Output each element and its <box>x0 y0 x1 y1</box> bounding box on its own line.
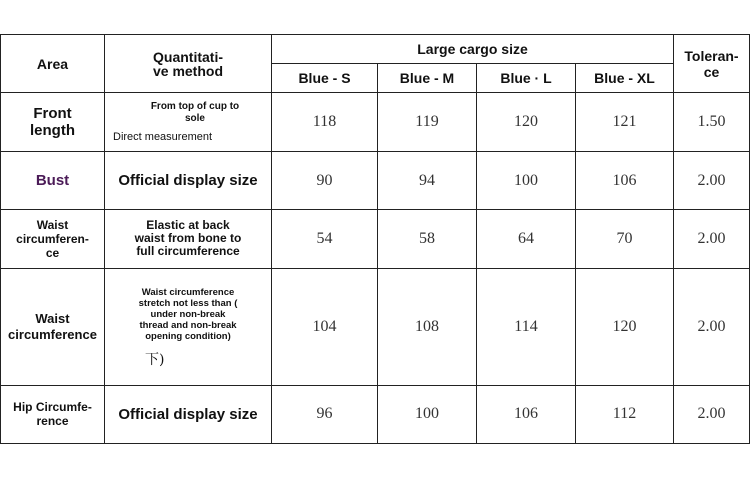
header-method: Quantitati- ve method <box>105 35 272 93</box>
value-cell: 118 <box>272 93 378 152</box>
header-area: Area <box>1 35 105 93</box>
value-cell: 108 <box>378 268 477 385</box>
value-cell: 70 <box>576 210 674 268</box>
row-method: Official display size <box>105 152 272 210</box>
value-cell: 120 <box>576 268 674 385</box>
header-size-l: Blue · L <box>477 64 576 93</box>
row-area: Bust <box>1 152 105 210</box>
row-method <box>105 268 272 385</box>
tolerance-cell: 2.00 <box>674 210 750 268</box>
value-cell: 106 <box>477 385 576 443</box>
value-cell: 94 <box>378 152 477 210</box>
value-cell: 100 <box>477 152 576 210</box>
tolerance-cell: 2.00 <box>674 385 750 443</box>
table-row <box>1 268 750 385</box>
value-cell: 104 <box>272 268 378 385</box>
row-area: Waist circumferen- ce <box>1 210 105 268</box>
method-text: From top of cup to sole <box>150 100 240 124</box>
row-area: Front length <box>1 93 105 152</box>
row-area: Hip Circumfe- rence <box>1 385 105 443</box>
table-row <box>1 210 750 268</box>
header-size-m: Blue - M <box>378 64 477 93</box>
row-method: Elastic at back waist from bone to full circumference <box>105 210 272 268</box>
method-note: 下) <box>145 352 165 369</box>
row-area: Waist circumference <box>1 268 105 385</box>
table-row <box>1 152 750 210</box>
tolerance-cell: 2.00 <box>674 268 750 385</box>
header-tolerance: Toleran- ce <box>674 35 750 93</box>
value-cell: 120 <box>477 93 576 152</box>
value-cell: 64 <box>477 210 576 268</box>
value-cell: 119 <box>378 93 477 152</box>
value-cell: 114 <box>477 268 576 385</box>
value-cell: 90 <box>272 152 378 210</box>
header-size-group: Large cargo size <box>272 35 674 64</box>
value-cell: 112 <box>576 385 674 443</box>
size-chart-table <box>0 34 750 444</box>
value-cell: 96 <box>272 385 378 443</box>
value-cell: 100 <box>378 385 477 443</box>
row-method <box>105 93 272 152</box>
tolerance-cell: 2.00 <box>674 152 750 210</box>
row-method: Official display size <box>105 385 272 443</box>
tolerance-cell: 1.50 <box>674 93 750 152</box>
table-row <box>1 93 750 152</box>
method-text: Waist circumference stretch not less than ( under non-break thread and non-break opening condition) <box>138 287 238 343</box>
header-size-s: Blue - S <box>272 64 378 93</box>
value-cell: 121 <box>576 93 674 152</box>
method-text: Direct measurement <box>113 130 213 143</box>
value-cell: 54 <box>272 210 378 268</box>
value-cell: 58 <box>378 210 477 268</box>
table-row <box>1 385 750 443</box>
value-cell: 106 <box>576 152 674 210</box>
header-size-xl: Blue - XL <box>576 64 674 93</box>
